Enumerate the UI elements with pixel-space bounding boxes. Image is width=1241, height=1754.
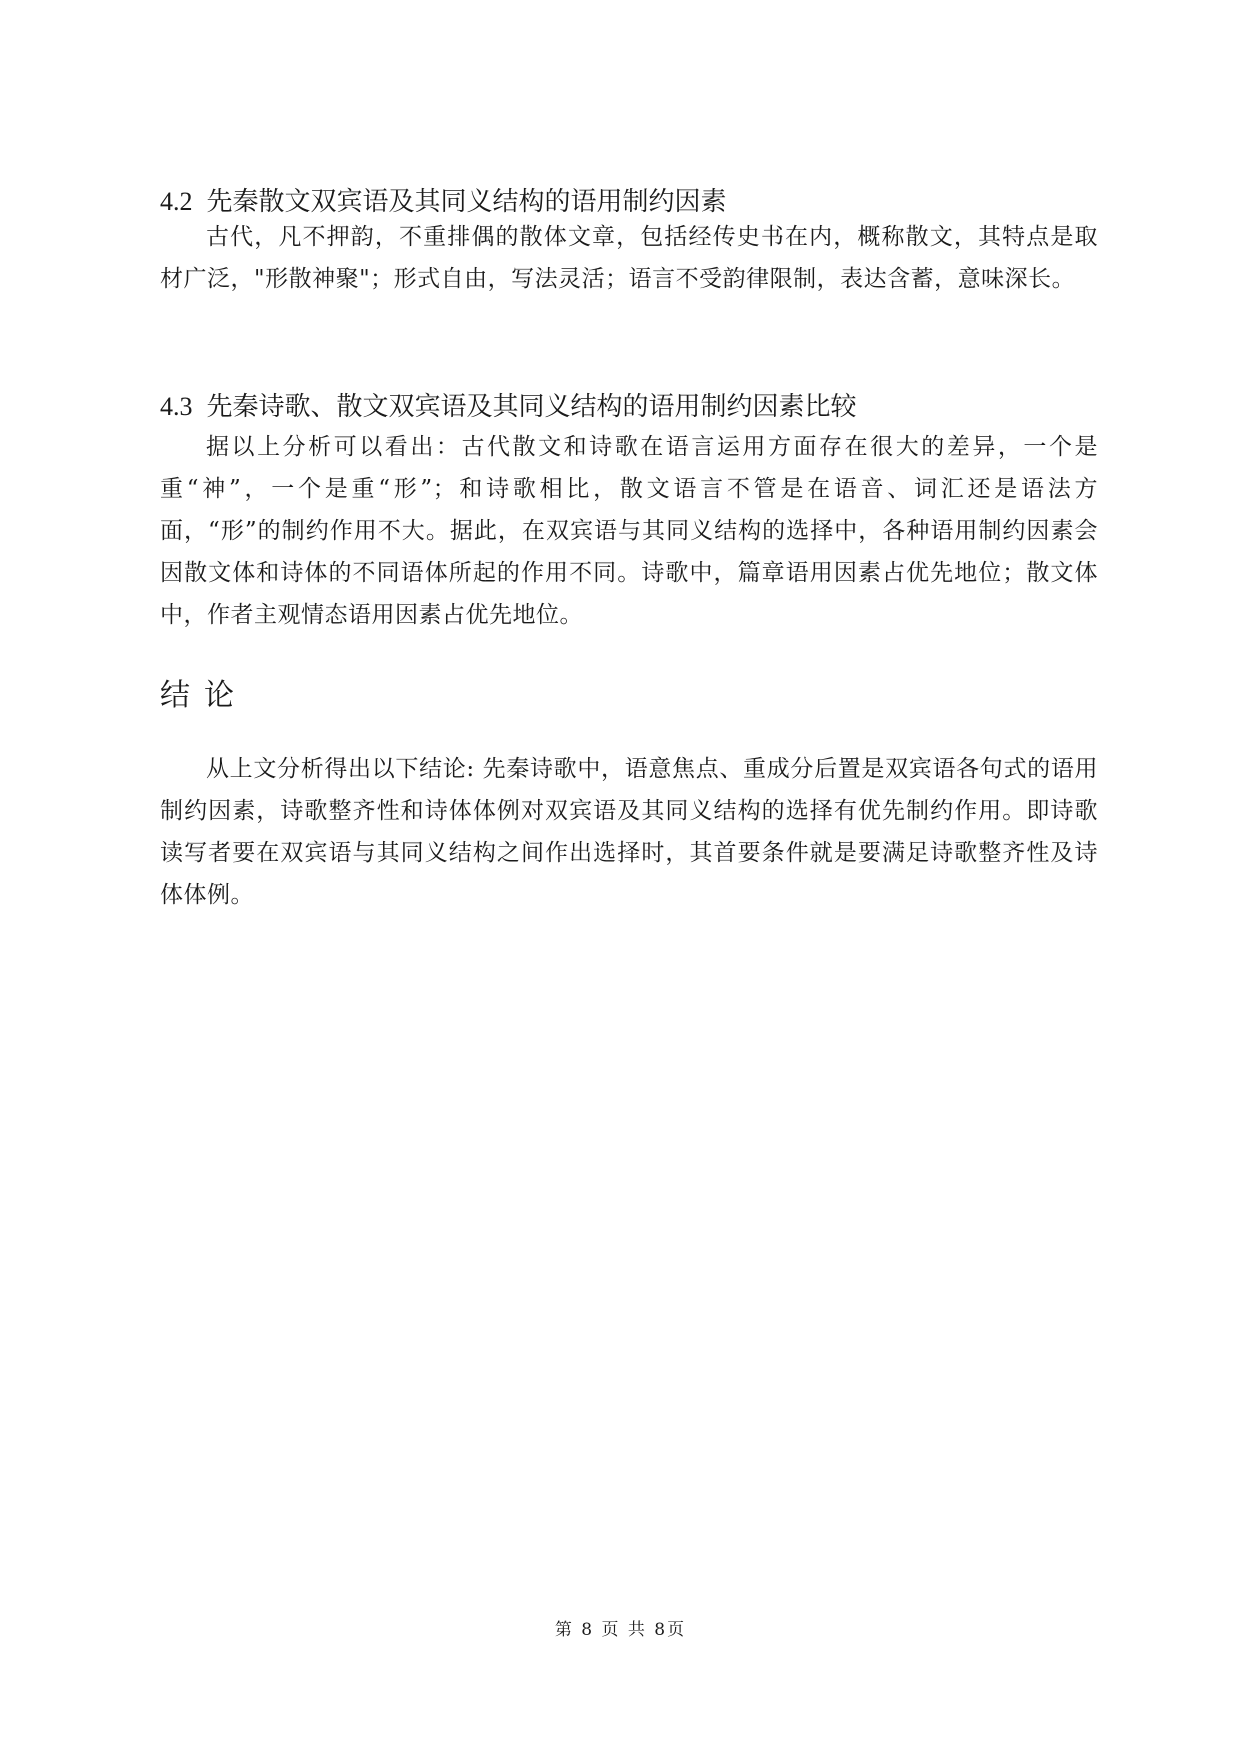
section-4-2-number: 4.2 bbox=[160, 187, 193, 216]
conclusion-paragraph: 从上文分析得出以下结论: 先秦诗歌中，语意焦点、重成分后置是双宾语各句式的语用制约因素，诗歌整齐性和诗体体例对双宾语及其同义结构的选择有优先制约作用。即诗歌读写者要在双宾语与其同义结构之间作出选择时，其首要条件就是要满足诗歌整齐性及诗体体例。 bbox=[160, 756, 1098, 908]
section-4-3-paragraph: 据以上分析可以看出：古代散文和诗歌在语言运用方面存在很大的差异，一个是重“神”，一个是重“形”；和诗歌相比，散文语言不管是在语音、词汇还是语法方面，“形”的制约作用不大。据此，在双宾语与其同义结构的选择中，各种语用制约因素会因散文体和诗体的不同语体所起的作用不同。诗歌中，篇章语用因素占优先地位；散文体中，作者主观情态语用因素占优先地位。 bbox=[160, 434, 1098, 628]
section-4-2-paragraph: 古代，凡不押韵，不重排偶的散体文章，包括经传史书在内，概称散文，其特点是取材广泛，"形散神聚"；形式自由，写法灵活；语言不受韵律限制，表达含蓄，意味深长。 bbox=[160, 224, 1098, 292]
conclusion-title: 结论 bbox=[160, 678, 248, 713]
section-4-3-title: 先秦诗歌、散文双宾语及其同义结构的语用制约因素比较 bbox=[206, 392, 857, 422]
page-footer: 第 8 页 共 8页 bbox=[554, 1620, 687, 1640]
section-4-2-heading bbox=[160, 184, 1098, 220]
section-4-3-number: 4.3 bbox=[160, 392, 193, 421]
section-4-2-title: 先秦散文双宾语及其同义结构的语用制约因素 bbox=[206, 187, 727, 217]
section-4-3-heading bbox=[160, 389, 1098, 425]
